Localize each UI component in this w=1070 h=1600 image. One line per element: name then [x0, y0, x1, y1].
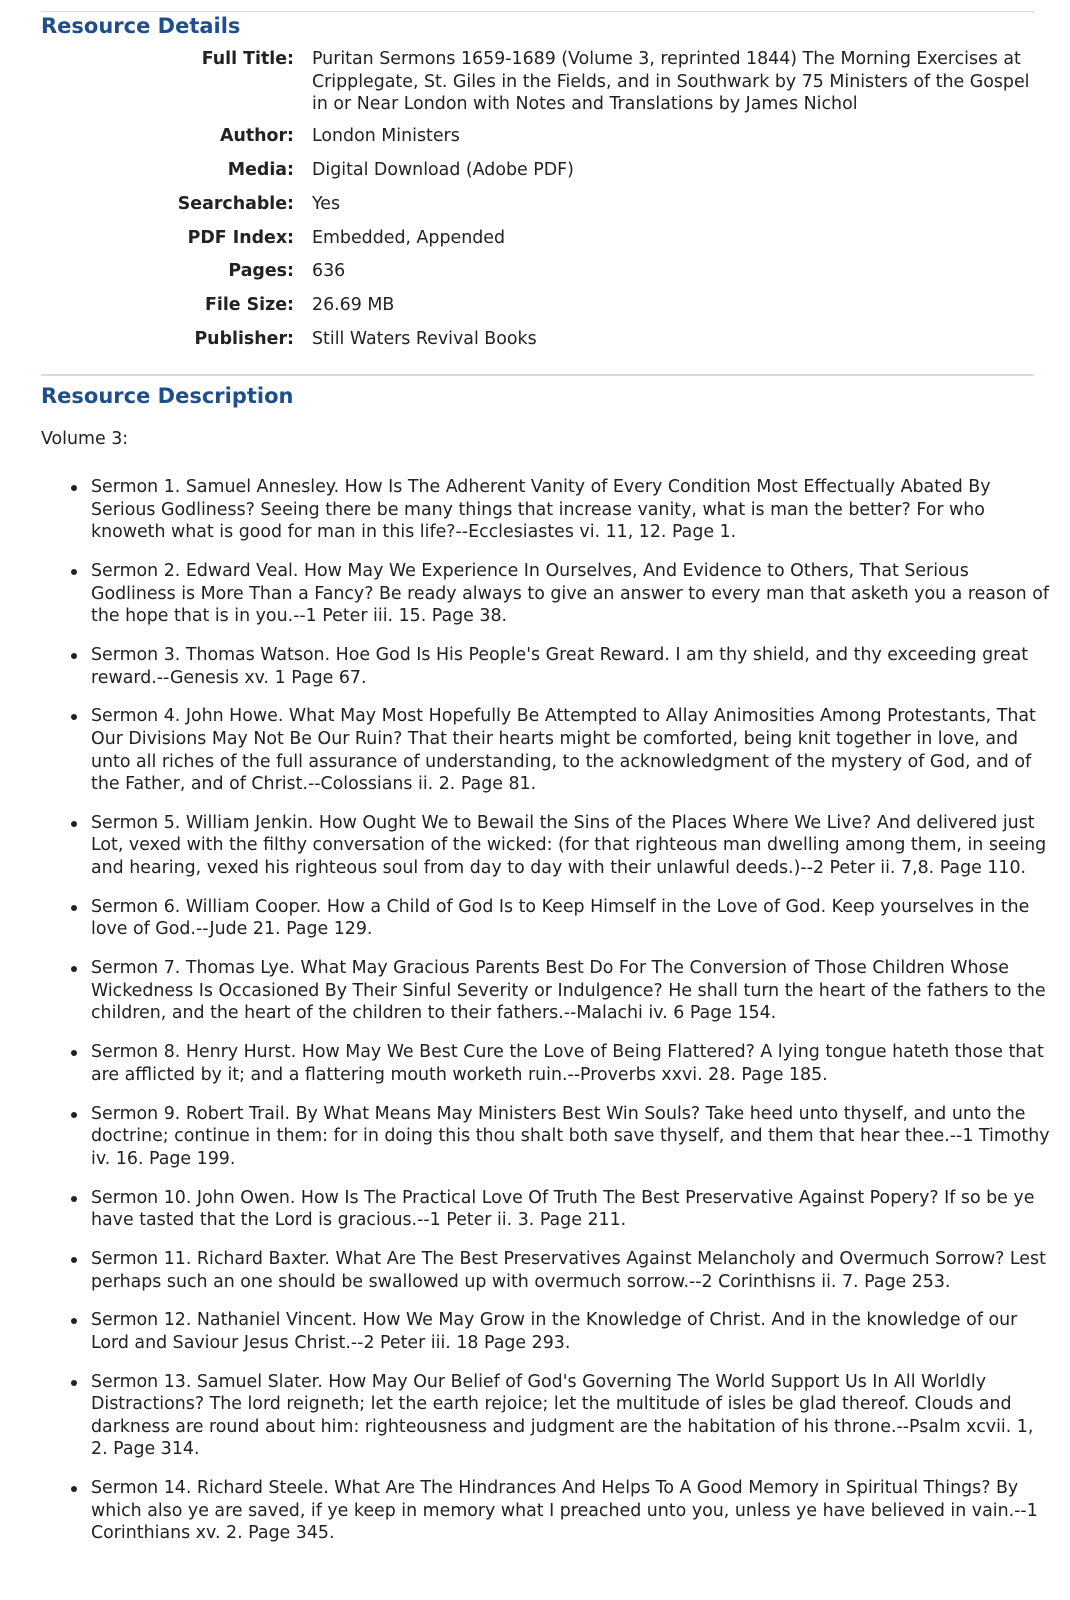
sermon-item-1: [91, 476, 1051, 544]
sermon-item-9: [91, 1103, 1051, 1171]
bullet-icon: [71, 1486, 77, 1492]
sermon-list: [91, 476, 1051, 1561]
detail-value-pages: 636: [312, 261, 346, 281]
bullet-icon: [71, 1257, 77, 1263]
bullet-icon: [71, 1380, 77, 1386]
sermon-item-3: [91, 644, 1051, 689]
volume-label: Volume 3:: [41, 429, 129, 449]
bullet-icon: [71, 569, 77, 575]
detail-label: Pages:: [228, 261, 294, 281]
detail-label: Author:: [219, 126, 294, 146]
sermon-item-12: [91, 1309, 1051, 1354]
detail-value-media: Digital Download (Adobe PDF): [312, 160, 574, 180]
bullet-icon: [71, 653, 77, 659]
detail-label: Full Title:: [201, 49, 294, 69]
sermon-item-11: [91, 1248, 1051, 1293]
sermon-text: Sermon 11. Richard Baxter. What Are The Best Preservatives Against Melancholy and Overmuch Sorrow? Lest perhaps such an one should be swallowed up with overmuch sorrow.--2 Corinthisns ii. 7. Page 253.: [91, 1248, 1046, 1292]
resource-description-heading: Resource Description: [41, 384, 294, 408]
detail-value-author: London Ministers: [312, 126, 460, 146]
sermon-text: Sermon 9. Robert Trail. By What Means May Ministers Best Win Souls? Take heed unto thyself, and unto the doctrine; continue in them: for in doing this thou shalt both save thyself, and them that hear thee.--1 Timothy iv. 16. Page 199.: [91, 1103, 1050, 1169]
sermon-text: Sermon 5. William Jenkin. How Ought We to Bewail the Sins of the Places Where We Live? And delivered just Lot, vexed with the filthy conversation of the wicked: (for that righteous man dwelling among them, in seeing and hearing, vexed his righteous soul from day to day with their unlawful deeds.)--2 Peter ii. 7,8. Page 110.: [91, 812, 1047, 879]
sermon-item-4: [91, 705, 1051, 795]
sermon-text: Sermon 13. Samuel Slater. How May Our Belief of God's Governing The World Support Us In All Worldly Distractions? The lord reigneth; let the earth rejoice; let the multitude of isles be glad thereof. Clouds and darkness are round about him: righteousness and judgment are the habitation of his throne.--Psalm xcvii. 1, 2. Page 314.: [91, 1371, 1034, 1460]
bullet-icon: [71, 966, 77, 972]
top-divider: [41, 11, 1034, 12]
bullet-icon: [71, 1112, 77, 1118]
bullet-icon: [71, 485, 77, 491]
detail-value-file-size: 26.69 MB: [312, 295, 395, 315]
resource-details-heading: Resource Details: [41, 14, 241, 38]
sermon-text: Sermon 3. Thomas Watson. Hoe God Is His People's Great Reward. I am thy shield, and thy exceeding great reward.--Genesis xv. 1 Page 67.: [91, 644, 1029, 688]
detail-label: PDF Index:: [187, 228, 294, 248]
bullet-icon: [71, 1050, 77, 1056]
sermon-text: Sermon 12. Nathaniel Vincent. How We May Grow in the Knowledge of Christ. And in the knowledge of our Lord and Saviour Jesus Christ.--2 Peter iii. 18 Page 293.: [91, 1310, 1018, 1353]
bullet-icon: [71, 821, 77, 827]
section-divider: [41, 374, 1034, 376]
sermon-item-8: [91, 1041, 1051, 1086]
sermon-item-6: [91, 896, 1051, 941]
sermon-item-14: [91, 1477, 1051, 1545]
sermon-text: Sermon 14. Richard Steele. What Are The Hindrances And Helps To A Good Memory in Spiritual Things? By which also ye are saved, if ye keep in memory what I preached unto you, unless ye have believed in vain.--1 Corinthians xv. 2. Page 345.: [91, 1478, 1038, 1544]
bullet-icon: [71, 1318, 77, 1324]
detail-value-publisher: Still Waters Revival Books: [312, 329, 537, 349]
bullet-icon: [71, 714, 77, 720]
bullet-icon: [71, 905, 77, 911]
sermon-text: Sermon 10. John Owen. How Is The Practical Love Of Truth The Best Preservative Against Popery? If so be ye have tasted that the Lord is gracious.--1 Peter ii. 3. Page 211.: [91, 1187, 1035, 1231]
sermon-text: Sermon 1. Samuel Annesley. How Is The Adherent Vanity of Every Condition Most Effectually Abated By Serious Godliness? Seeing there be many things that increase vanity, what is man the better? For who knoweth what is good for man in this life?--Ecclesiastes vi. 11, 12. Page 1.: [91, 477, 991, 543]
sermon-text: Sermon 6. William Cooper. How a Child of God Is to Keep Himself in the Love of God. Keep yourselves in the love of God.--Jude 21. Page 129.: [91, 896, 1030, 940]
sermon-item-2: [91, 560, 1051, 628]
bullet-icon: [71, 1196, 77, 1202]
detail-label: Searchable:: [177, 194, 294, 214]
detail-value-searchable: Yes: [312, 194, 341, 214]
sermon-text: Sermon 4. John Howe. What May Most Hopefully Be Attempted to Allay Animosities Among Protestants, That Our Divisions May Not Be Our Ruin? That their hearts might be comforted, being knit together in love, and unto all riches of the full assurance of understanding, to the acknowledgment of the mystery of God, and of the Father, and of Christ.--Colossians ii. 2. Page 81.: [91, 706, 1036, 795]
sermon-item-7: [91, 957, 1051, 1025]
detail-label: Media:: [227, 160, 294, 180]
sermon-text: Sermon 8. Henry Hurst. How May We Best Cure the Love of Being Flattered? A lying tongue hateth those that are afflicted by it; and a flattering mouth worketh ruin.--Proverbs xxvi. 28. Page 185.: [91, 1042, 1044, 1085]
detail-value-pdf-index: Embedded, Appended: [312, 228, 506, 248]
detail-label: Publisher:: [194, 329, 294, 349]
sermon-item-13: [91, 1371, 1051, 1461]
detail-label: File Size:: [204, 295, 294, 315]
sermon-item-10: [91, 1187, 1051, 1232]
detail-value-full-title: Puritan Sermons 1659-1689 (Volume 3, reprinted 1844) The Morning Exercises at Cripplegate, St. Giles in the Fields, and in Southwark by 75 Ministers of the Gospel in or Near London with Notes and Translations by James Nichol: [312, 49, 1030, 115]
sermon-text: Sermon 2. Edward Veal. How May We Experience In Ourselves, And Evidence to Others, That Serious Godliness is More Than a Fancy? Be ready always to give an answer to every man that asketh you a reason of the hope that is in you.--1 Peter iii. 15. Page 38.: [91, 560, 1049, 627]
sermon-item-5: [91, 812, 1051, 880]
sermon-text: Sermon 7. Thomas Lye. What May Gracious Parents Best Do For The Conversion of Those Children Whose Wickedness Is Occasioned By Their Sinful Severity or Indulgence? He shall turn the heart of the fathers to the children, and the heart of the children to their fathers.--Malachi iv. 6 Page 154.: [91, 958, 1046, 1024]
